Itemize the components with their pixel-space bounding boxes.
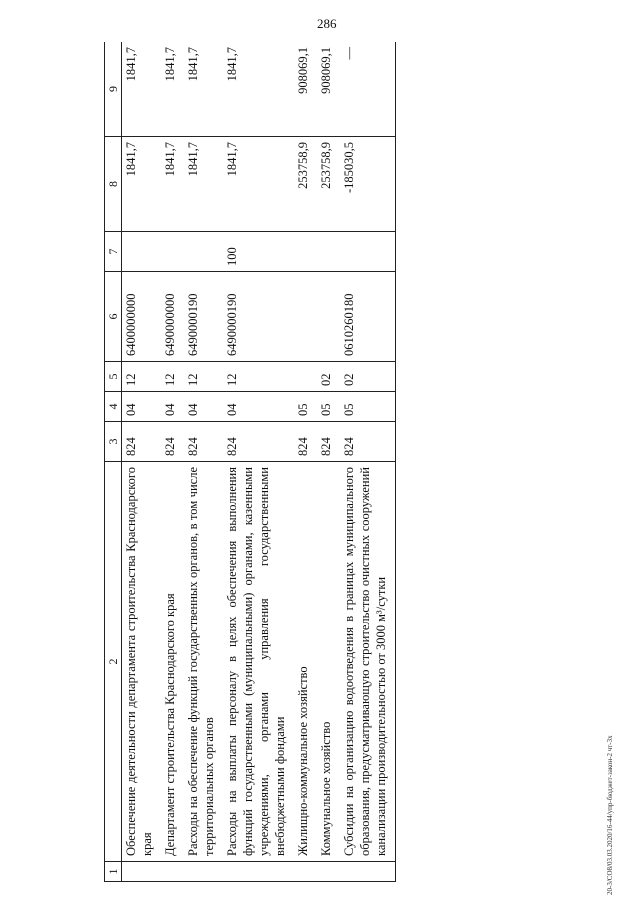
section-code-cell: 04 xyxy=(223,392,294,422)
ministry-code-cell: 824 xyxy=(161,422,184,462)
amount-2022-cell: 1841,7 xyxy=(161,42,184,137)
table-row xyxy=(161,42,184,882)
column-header: 4 xyxy=(105,392,122,422)
expense-name-cell: Обеспечение деятельности департамента строительства Краснодарского края xyxy=(122,462,162,862)
expense-name-cell: Жилищно-коммунальное хозяйство xyxy=(294,462,317,862)
row-number-cell xyxy=(161,862,184,882)
amount-2022-cell: 1841,7 xyxy=(184,42,223,137)
column-header: 6 xyxy=(105,272,122,362)
target-article-cell: 6490000190 xyxy=(223,272,294,362)
subsection-code-cell: 12 xyxy=(161,362,184,392)
section-code-cell: 04 xyxy=(161,392,184,422)
column-header-row xyxy=(105,42,122,882)
expense-type-cell xyxy=(184,232,223,272)
ministry-code-cell: 824 xyxy=(223,422,294,462)
subsection-code-cell xyxy=(294,362,317,392)
expense-type-cell xyxy=(122,232,162,272)
budget-table-body xyxy=(105,42,396,882)
target-article-cell: 6490000000 xyxy=(161,272,184,362)
column-header: 2 xyxy=(105,462,122,862)
subsection-code-cell: 12 xyxy=(184,362,223,392)
section-code-cell: 04 xyxy=(122,392,162,422)
expense-name-cell: Субсидии на организацию водоотведения в границах муниципального образования, предусматривающую строительство очистных сооружений канализации производительностью от 3000 м³/сутки xyxy=(340,462,396,862)
side-document-code: 20-3/СО8/03.03.2020/16-44/упр-бюджет-закон-2 чт-3х xyxy=(606,735,614,895)
expense-type-cell: 100 xyxy=(223,232,294,272)
amount-2021-cell: 1841,7 xyxy=(161,137,184,232)
column-header: 7 xyxy=(105,232,122,272)
column-header: 1 xyxy=(105,862,122,882)
ministry-code-cell: 824 xyxy=(317,422,340,462)
section-code-cell: 05 xyxy=(340,392,396,422)
column-header: 8 xyxy=(105,137,122,232)
expense-name-cell: Расходы на обеспечение функций государственных органов, в том числе территориальных органов xyxy=(184,462,223,862)
expense-type-cell xyxy=(317,232,340,272)
table-row xyxy=(184,42,223,882)
table-row xyxy=(122,42,162,882)
subsection-code-cell: 02 xyxy=(317,362,340,392)
section-code-cell: 05 xyxy=(317,392,340,422)
rotated-table-frame xyxy=(104,42,584,882)
expense-type-cell xyxy=(294,232,317,272)
column-header: 5 xyxy=(105,362,122,392)
subsection-code-cell: 12 xyxy=(223,362,294,392)
expense-name-cell: Коммунальное хозяйство xyxy=(317,462,340,862)
target-article-cell: 6400000000 xyxy=(122,272,162,362)
section-code-cell: 04 xyxy=(184,392,223,422)
target-article-cell: 0610260180 xyxy=(340,272,396,362)
ministry-code-cell: 824 xyxy=(340,422,396,462)
table-row xyxy=(317,42,340,882)
row-number-cell xyxy=(184,862,223,882)
table-row xyxy=(340,42,396,882)
target-article-cell xyxy=(317,272,340,362)
amount-2021-cell: 1841,7 xyxy=(184,137,223,232)
expense-name-cell: Департамент строительства Краснодарского края xyxy=(161,462,184,862)
expense-type-cell xyxy=(340,232,396,272)
expense-type-cell xyxy=(161,232,184,272)
ministry-code-cell: 824 xyxy=(294,422,317,462)
column-header: 3 xyxy=(105,422,122,462)
rotated-table-wrapper xyxy=(104,42,584,882)
target-article-cell: 6490000190 xyxy=(184,272,223,362)
amount-2022-cell: 908069,1 xyxy=(294,42,317,137)
subsection-code-cell: 02 xyxy=(340,362,396,392)
amount-2021-cell: -185030,5 xyxy=(340,137,396,232)
amount-2022-cell: 908069,1 xyxy=(317,42,340,137)
row-number-cell xyxy=(122,862,162,882)
table-row xyxy=(294,42,317,882)
column-header: 9 xyxy=(105,42,122,137)
ministry-code-cell: 824 xyxy=(184,422,223,462)
subsection-code-cell: 12 xyxy=(122,362,162,392)
amount-2021-cell: 1841,7 xyxy=(122,137,162,232)
row-number-cell xyxy=(223,862,294,882)
table-row xyxy=(223,42,294,882)
row-number-cell xyxy=(340,862,396,882)
target-article-cell xyxy=(294,272,317,362)
amount-2022-cell: 1841,7 xyxy=(223,42,294,137)
section-code-cell: 05 xyxy=(294,392,317,422)
page-number: 286 xyxy=(317,16,337,31)
amount-2021-cell: 253758,9 xyxy=(317,137,340,232)
amount-2022-cell: 1841,7 xyxy=(122,42,162,137)
amount-2021-cell: 1841,7 xyxy=(223,137,294,232)
amount-2021-cell: 253758,9 xyxy=(294,137,317,232)
row-number-cell xyxy=(294,862,317,882)
amount-2022-cell: — xyxy=(340,42,396,137)
budget-table xyxy=(104,42,396,882)
ministry-code-cell: 824 xyxy=(122,422,162,462)
row-number-cell xyxy=(317,862,340,882)
expense-name-cell: Расходы на выплаты персоналу в целях обеспечения выполнения функций государственными (муниципальными) органами, казенными учреждениями, органами управления государственными внебюджетными фондами xyxy=(223,462,294,862)
